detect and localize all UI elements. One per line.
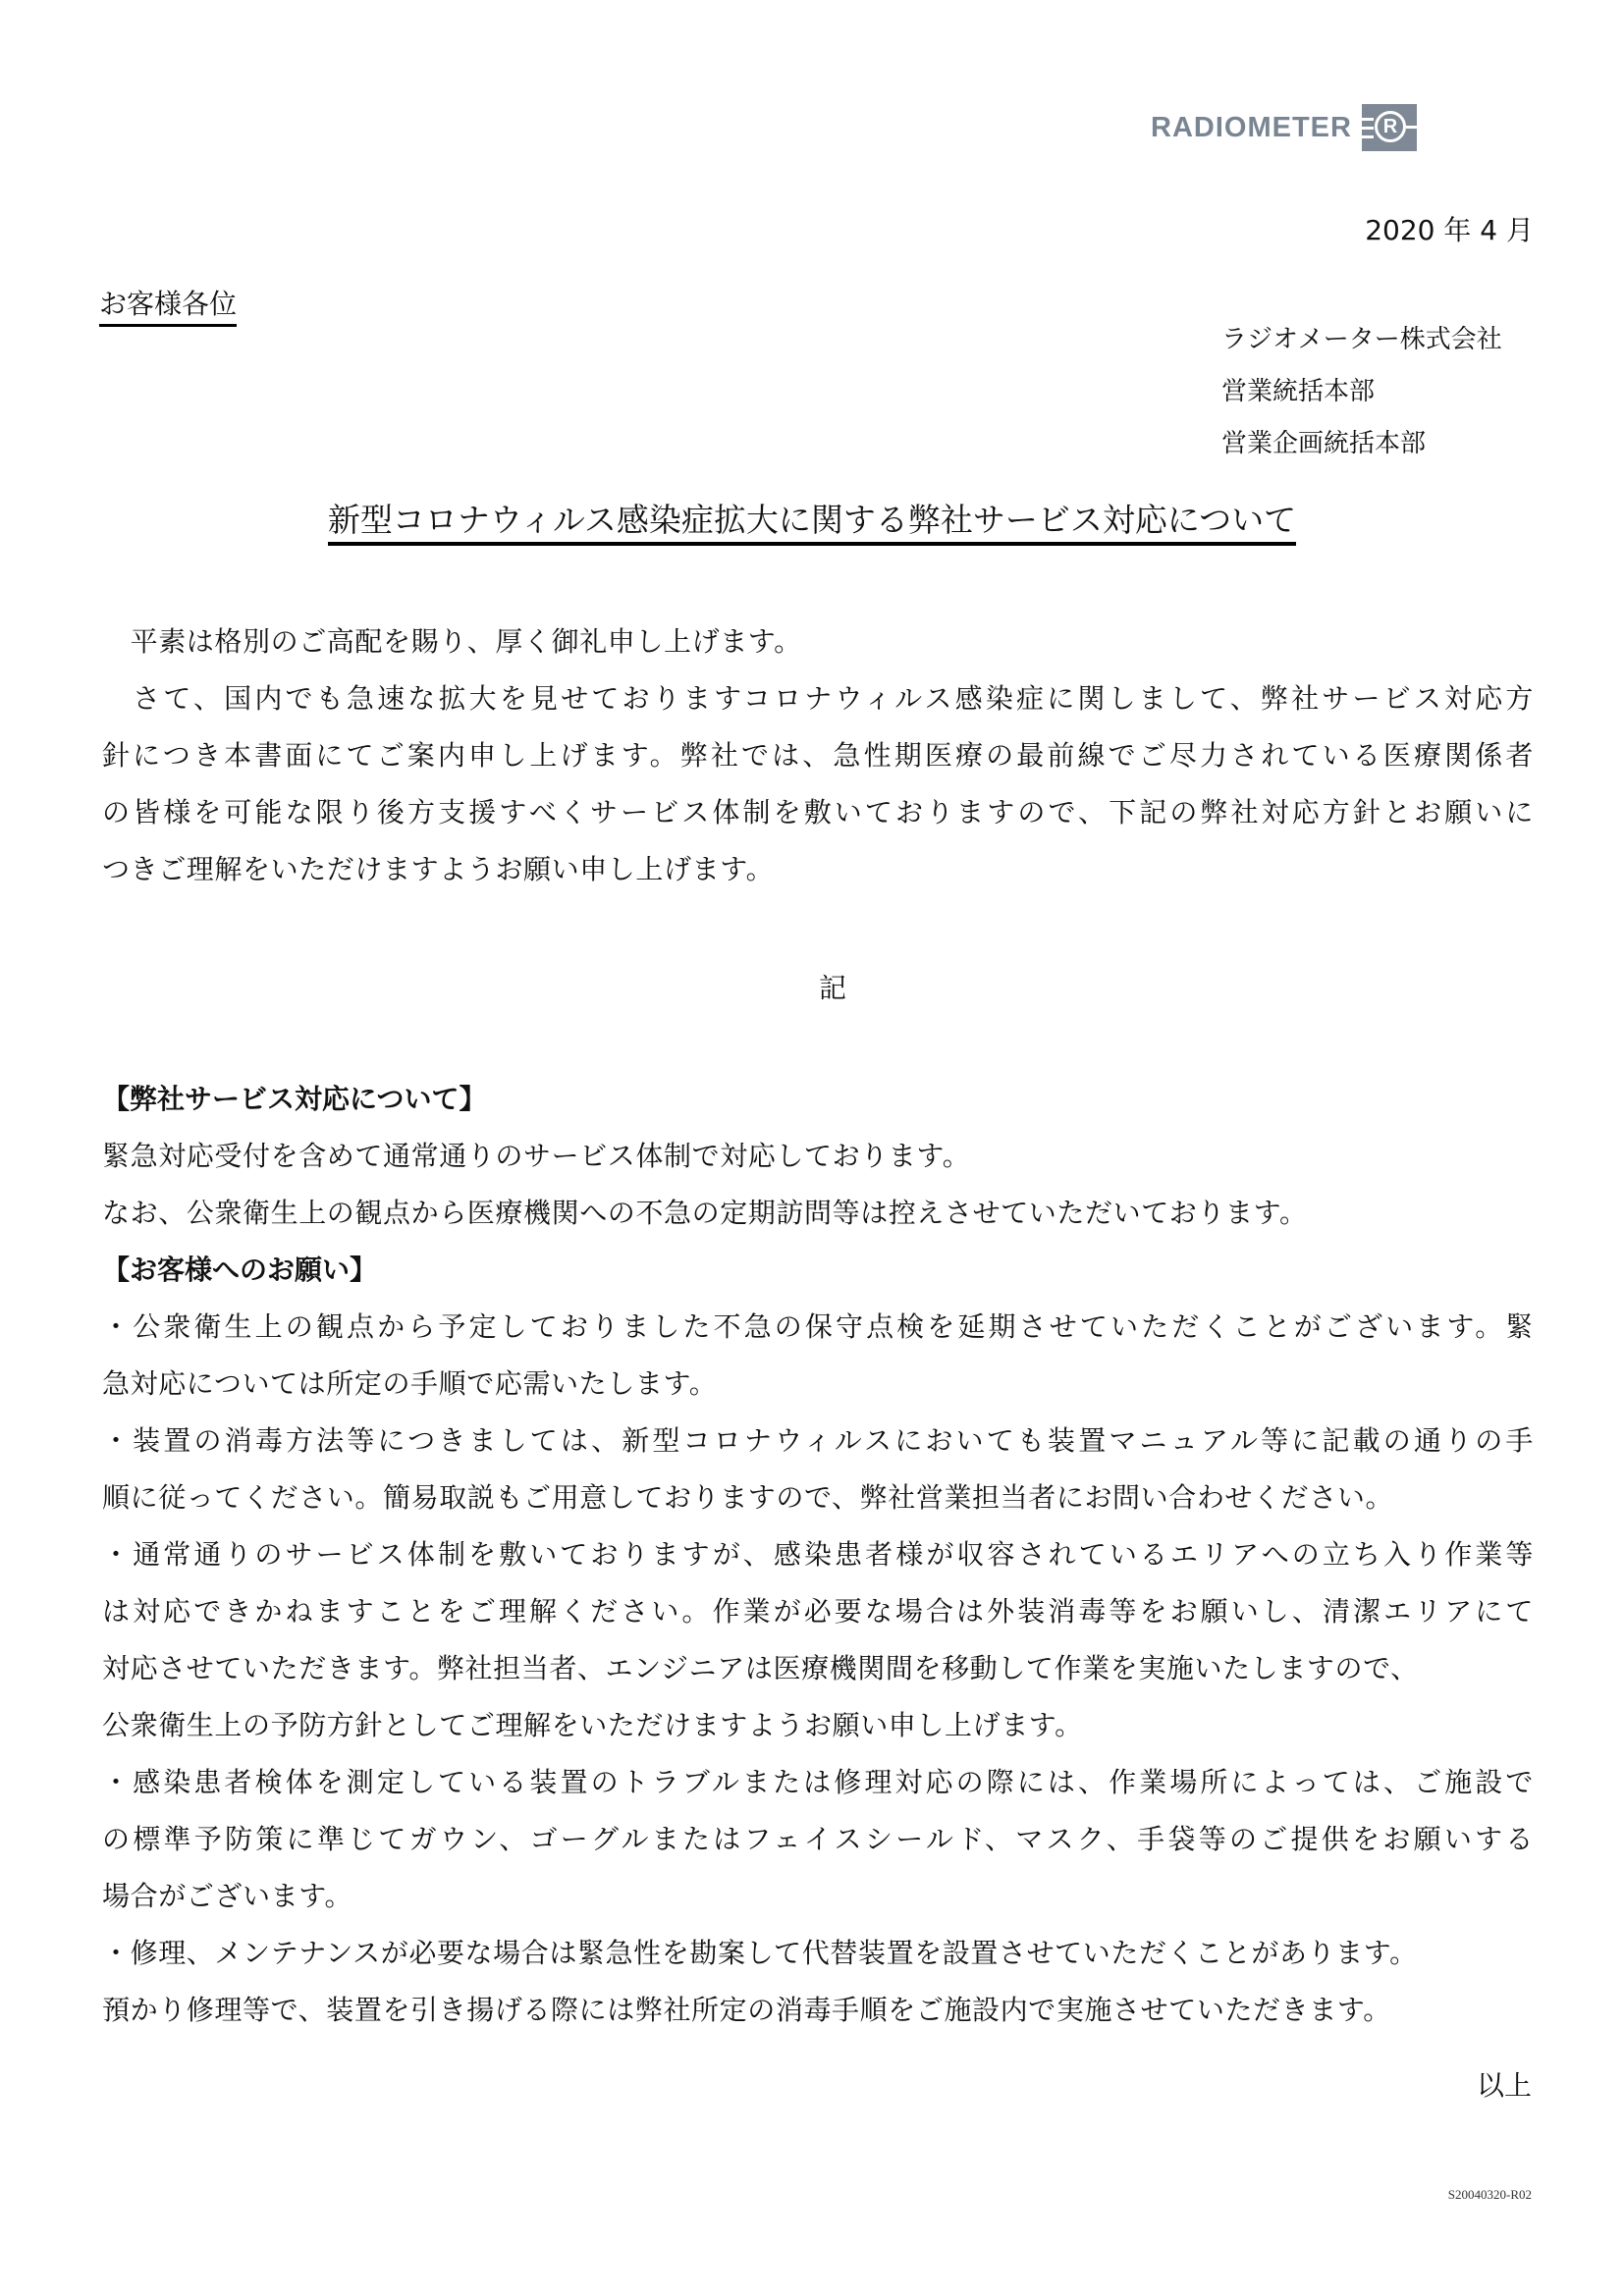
ki-marker: 記	[819, 972, 847, 1004]
intro-line: 針につき本書面にてご案内申し上げます。弊社では、急性期医療の最前線でご尽力されている医療関係者	[102, 739, 1534, 772]
addressee: お客様各位	[99, 283, 237, 327]
letter-date: 2020 年 4 月	[1365, 214, 1534, 246]
section-line: 緊急対応受付を含めて通常通りのサービス体制で対応しております。	[102, 1140, 971, 1172]
request-line: は対応できかねますことをご理解ください。作業が必要な場合は外装消毒等をお願いし、清潔エリアにて	[102, 1595, 1534, 1628]
sender-company: ラジオメーター株式会社	[1221, 325, 1502, 354]
intro-line: の皆様を可能な限り後方支援すべくサービス体制を敷いておりますので、下記の弊社対応方針とお願いに	[102, 796, 1534, 828]
intro-line: 平素は格別のご高配を賜り、厚く御礼申し上げます。	[102, 625, 802, 658]
request-line: 対応させていただきます。弊社担当者、エンジニアは医療機関間を移動して作業を実施いたしますので、	[102, 1652, 1419, 1684]
section-heading-requests: 【お客様へのお願い】	[102, 1254, 378, 1286]
request-line: ・修理、メンテナンスが必要な場合は緊急性を勘案して代替装置を設置させていただくことがあります。	[102, 1937, 1418, 1969]
request-line: ・装置の消毒方法等につきましては、新型コロナウィルスにおいても装置マニュアル等に記載の通りの手	[102, 1424, 1534, 1457]
request-line: 場合がございます。	[102, 1880, 353, 1912]
request-line: 順に従ってください。簡易取説もご用意しておりますので、弊社営業担当者にお問い合わせください。	[102, 1481, 1394, 1514]
logo-text: RADIOMETER	[1151, 111, 1352, 143]
request-line: ・感染患者検体を測定している装置のトラブルまたは修理対応の際には、作業場所によっては、ご施設で	[102, 1766, 1534, 1798]
document-number: S20040320-R02	[1447, 2187, 1532, 2202]
request-line: ・公衆衛生上の観点から予定しておりました不急の保守点検を延期させていただくことがございます。緊	[102, 1310, 1534, 1343]
intro-line: さて、国内でも急速な拡大を見せておりますコロナウィルス感染症に関しまして、弊社サービス対応方	[102, 682, 1534, 715]
logo-r-mark-icon: R	[1362, 104, 1417, 151]
sender-department: 営業統括本部	[1221, 377, 1376, 406]
request-line: ・通常通りのサービス体制を敷いておりますが、感染患者様が収容されているエリアへの立ち入り作業等	[102, 1538, 1534, 1571]
section-heading-service: 【弊社サービス対応について】	[102, 1083, 487, 1115]
request-line: 急対応については所定の手順で応需いたします。	[102, 1367, 718, 1400]
request-line: の標準予防策に準じてガウン、ゴーグルまたはフェイスシールド、マスク、手袋等のご提供をお願いする	[102, 1823, 1534, 1855]
radiometer-logo	[1151, 104, 1417, 151]
intro-line: つきご理解をいただけますようお願い申し上げます。	[102, 853, 775, 885]
section-line: なお、公衆衛生上の観点から医療機関への不急の定期訪問等は控えさせていただいております。	[102, 1197, 1308, 1229]
closing-mark: 以上	[1476, 2069, 1532, 2102]
document-title: 新型コロナウィルス感染症拡大に関する弊社サービス対応について	[0, 495, 1624, 541]
sender-department: 営業企画統括本部	[1221, 429, 1427, 458]
request-line: 公衆衛生上の予防方針としてご理解をいただけますようお願い申し上げます。	[102, 1709, 1083, 1741]
request-line: 預かり修理等で、装置を引き揚げる際には弊社所定の消毒手順をご施設内で実施させていただきます。	[102, 1994, 1391, 2026]
